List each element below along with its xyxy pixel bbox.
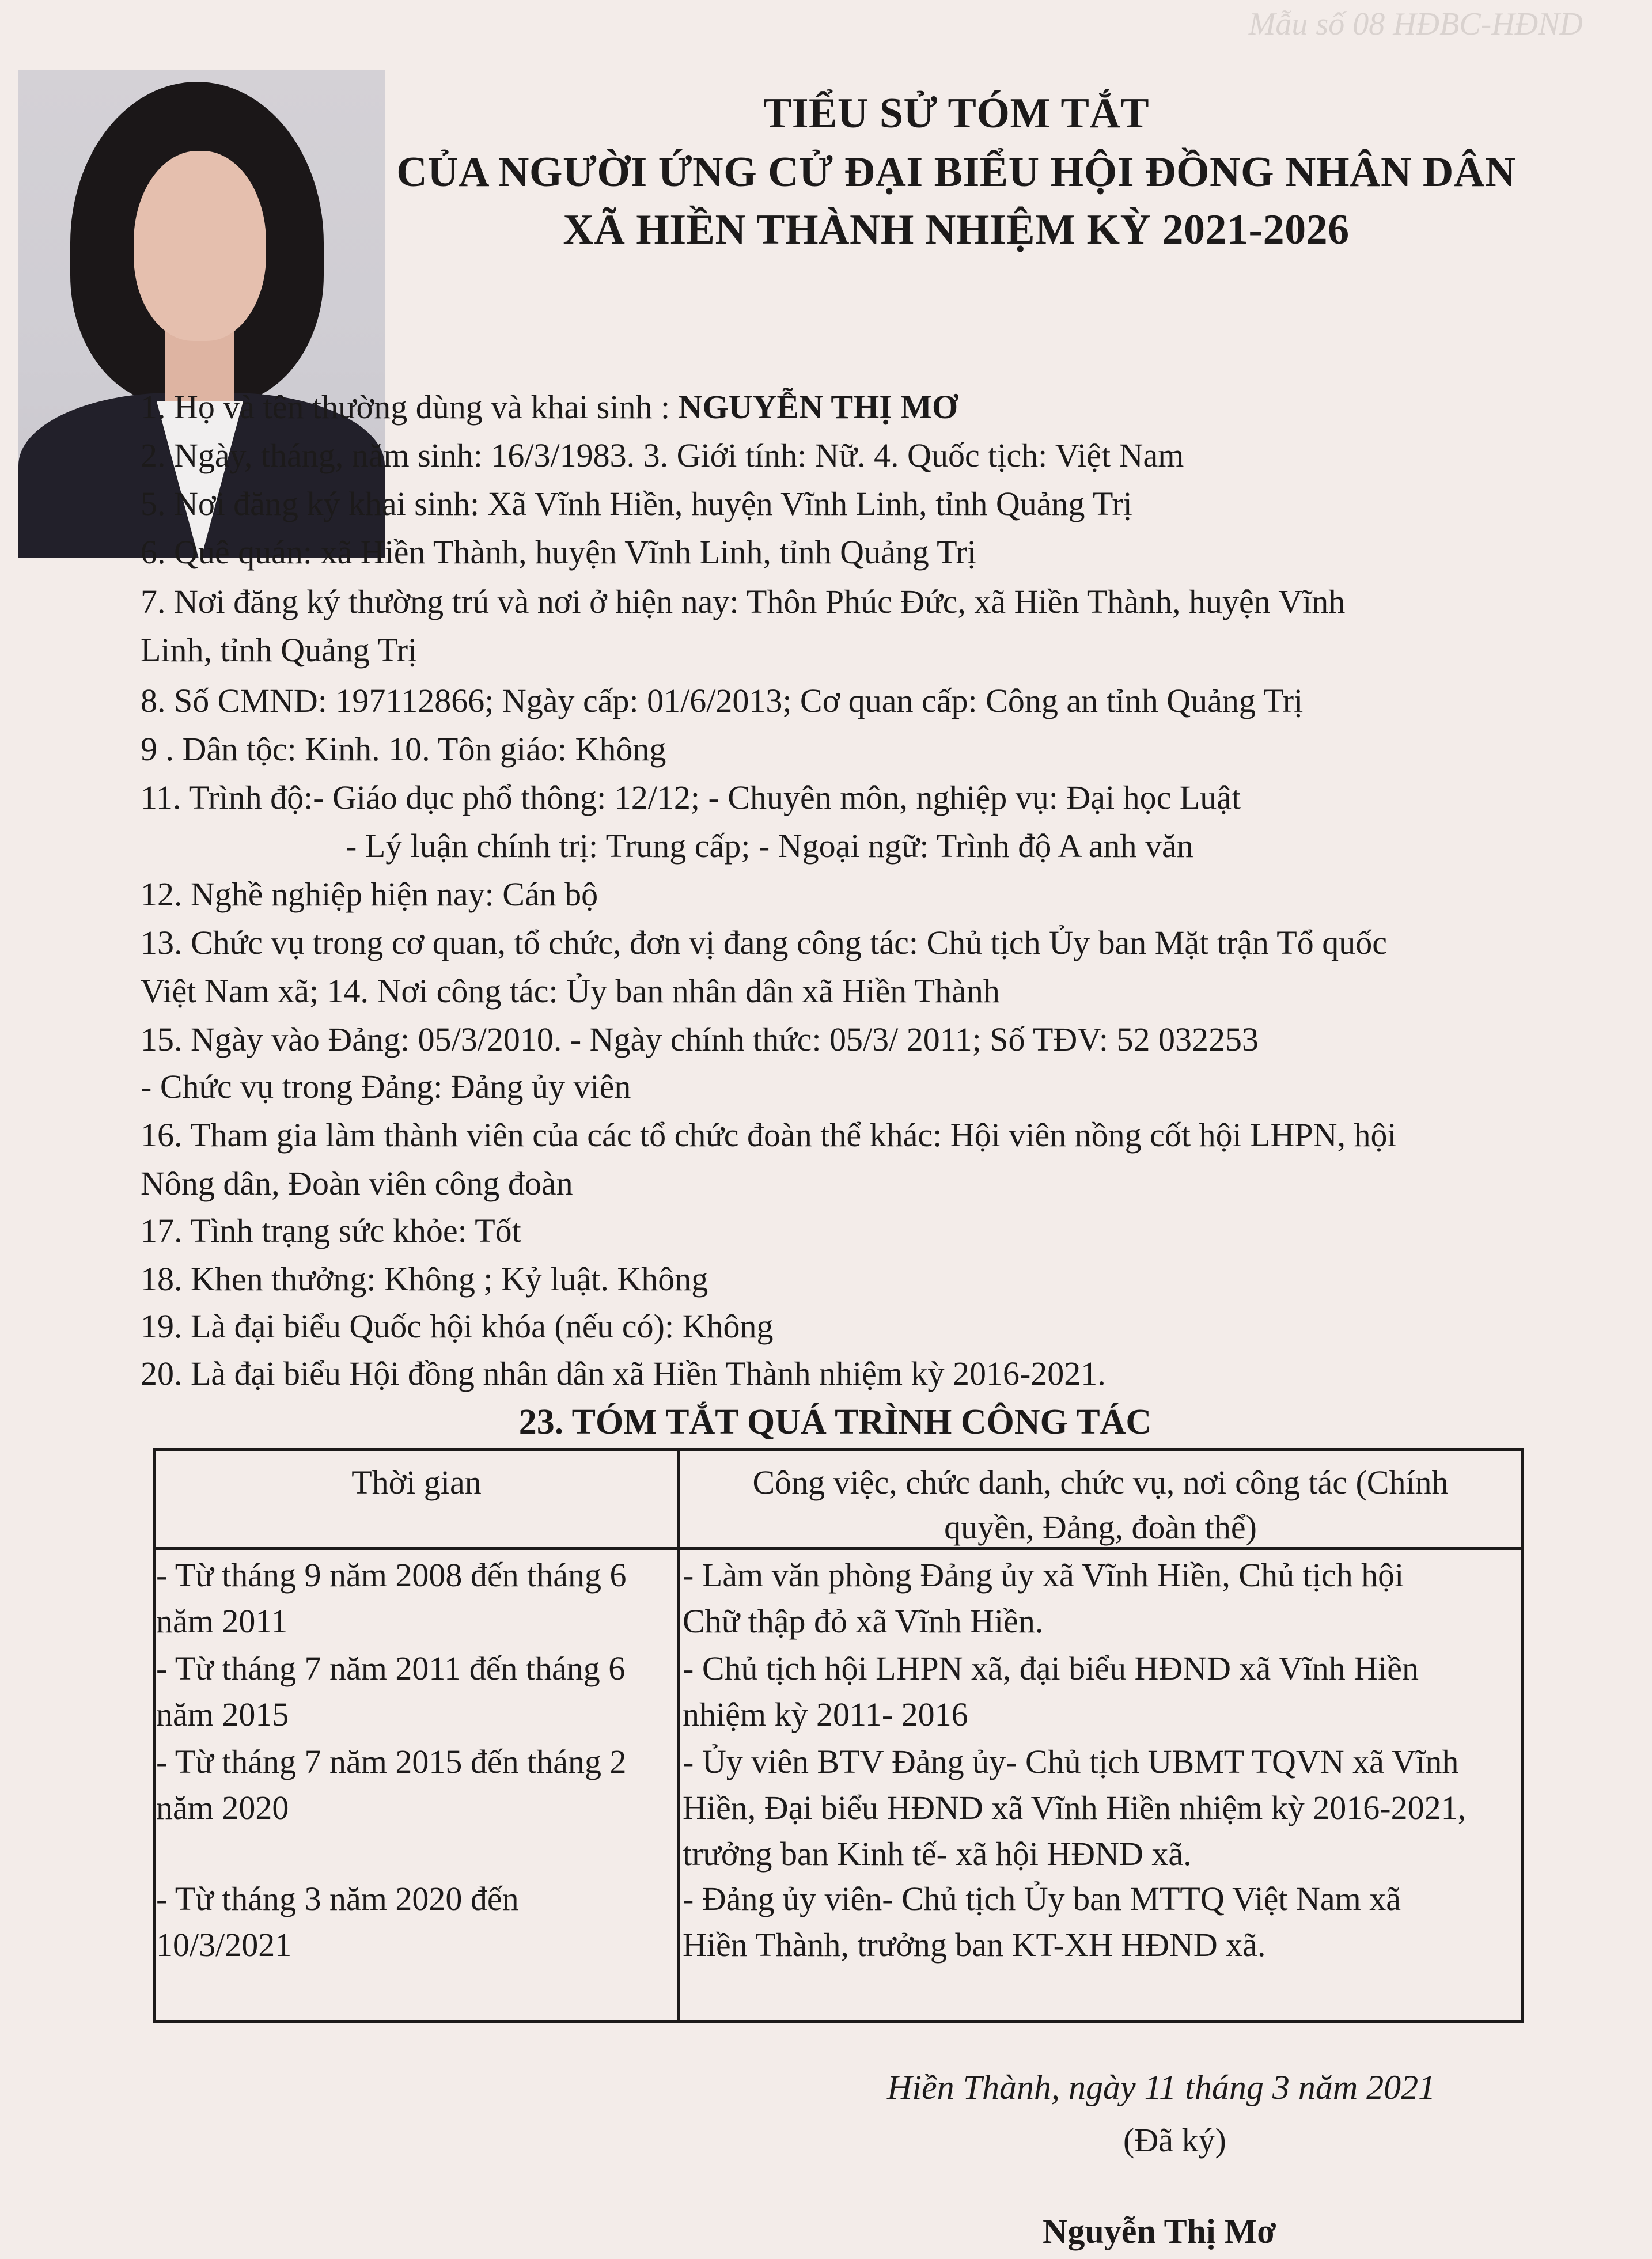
field-7-line-1: 7. Nơi đăng ký thường trú và nơi ở hiện nay: Thôn Phúc Đức, xã Hiền Thành, huyện Vĩnh: [141, 583, 1346, 620]
field-9: 9 . Dân tộc: Kinh. 10. Tôn giáo: Không: [141, 730, 666, 768]
field-12: 12. Nghề nghiệp hiện nay: Cán bộ: [141, 875, 598, 913]
field-1-label: 1. Họ và tên thường dùng và khai sinh :: [141, 388, 679, 426]
field-19: 19. Là đại biểu Quốc hội khóa (nếu có): Không: [141, 1307, 774, 1345]
field-1: [141, 388, 958, 426]
place-and-date: Hiền Thành, ngày 11 tháng 3 năm 2021: [887, 2068, 1436, 2106]
photo-face: [134, 151, 266, 341]
table-row-2-work: - Chủ tịch hội LHPN xã, đại biểu HĐND xã Vĩnh Hiền nhiệm kỳ 2011- 2016: [683, 1650, 1419, 1733]
field-15-line-2: - Chức vụ trong Đảng: Đảng ủy viên: [141, 1068, 631, 1105]
table-row-4-work: - Đảng ủy viên- Chủ tịch Ủy ban MTTQ Việt Nam xã Hiền Thành, trưởng ban KT-XH HĐND xã.: [683, 1880, 1401, 1964]
work-history-table: [153, 1448, 1524, 2023]
table-row-3-time: - Từ tháng 7 năm 2015 đến tháng 2 năm 2020: [156, 1743, 627, 1826]
field-18: 18. Khen thưởng: Không ; Kỷ luật. Không: [141, 1260, 708, 1298]
table-row-1-work: - Làm văn phòng Đảng ủy xã Vĩnh Hiền, Chủ tịch hội Chữ thập đỏ xã Vĩnh Hiền.: [683, 1556, 1404, 1640]
field-13-line-2: Việt Nam xã; 14. Nơi công tác: Ủy ban nhân dân xã Hiền Thành: [141, 972, 1000, 1010]
title-line-3: XÃ HIỀN THÀNH NHIỆM KỲ 2021-2026: [563, 206, 1350, 253]
field-20: 20. Là đại biểu Hội đồng nhân dân xã Hiền Thành nhiệm kỳ 2016-2021.: [141, 1355, 1106, 1392]
field-11-line-2: - Lý luận chính trị: Trung cấp; - Ngoại ngữ: Trình độ A anh văn: [346, 827, 1193, 865]
field-15-line-1: 15. Ngày vào Đảng: 05/3/2010. - Ngày chính thức: 05/3/ 2011; Số TĐV: 52 032253: [141, 1021, 1259, 1058]
signer-name: Nguyễn Thị Mơ: [1043, 2212, 1276, 2250]
field-2: 2. Ngày, tháng, năm sinh: 16/3/1983. 3. Giới tính: Nữ. 4. Quốc tịch: Việt Nam: [141, 437, 1184, 474]
field-6: 6. Quê quán: xã Hiền Thành, huyện Vĩnh Linh, tỉnh Quảng Trị: [141, 533, 976, 571]
title-line-1: TIỂU SỬ TÓM TẮT: [763, 90, 1150, 137]
title-line-2: CỦA NGƯỜI ỨNG CỬ ĐẠI BIỂU HỘI ĐỒNG NHÂN DÂN: [396, 149, 1516, 196]
field-16-line-2: Nông dân, Đoàn viên công đoàn: [141, 1165, 573, 1202]
work-history-title: 23. TÓM TẮT QUÁ TRÌNH CÔNG TÁC: [518, 1403, 1152, 1442]
table-row-4-time: - Từ tháng 3 năm 2020 đến 10/3/2021: [156, 1880, 519, 1964]
column-header-time: Thời gian: [351, 1464, 482, 1501]
field-11-line-1: 11. Trình độ:- Giáo dục phổ thông: 12/12; - Chuyên môn, nghiệp vụ: Đại học Luật: [141, 779, 1241, 816]
field-7-line-2: Linh, tỉnh Quảng Trị: [141, 631, 418, 669]
signed-note: (Đã ký): [1123, 2121, 1226, 2159]
table-row-3-work: - Ủy viên BTV Đảng ủy- Chủ tịch UBMT TQVN xã Vĩnh Hiền, Đại biểu HĐND xã Vĩnh Hiền nhiệm kỳ 2016-2021, trưởng ban Kinh tế- xã hội HĐND xã.: [683, 1743, 1467, 1873]
field-8: 8. Số CMND: 197112866; Ngày cấp: 01/6/2013; Cơ quan cấp: Công an tỉnh Quảng Trị: [141, 682, 1304, 719]
field-1-name: NGUYỄN THỊ MƠ: [678, 388, 958, 426]
column-header-work: Công việc, chức danh, chức vụ, nơi công tác (Chính quyền, Đảng, đoàn thể): [752, 1464, 1449, 1546]
table-row-2-time: - Từ tháng 7 năm 2011 đến tháng 6 năm 2015: [156, 1650, 626, 1733]
field-13-line-1: 13. Chức vụ trong cơ quan, tổ chức, đơn vị đang công tác: Chủ tịch Ủy ban Mặt trận Tổ quốc: [141, 924, 1387, 961]
form-code: Mẫu số 08 HĐBC-HĐND: [1248, 6, 1583, 42]
field-17: 17. Tình trạng sức khỏe: Tốt: [141, 1212, 521, 1249]
field-16-line-1: 16. Tham gia làm thành viên của các tổ chức đoàn thể khác: Hội viên nồng cốt hội LHPN, hội: [141, 1116, 1397, 1154]
field-5: 5. Nơi đăng ký khai sinh: Xã Vĩnh Hiền, huyện Vĩnh Linh, tỉnh Quảng Trị: [141, 485, 1132, 522]
table-row-1-time: - Từ tháng 9 năm 2008 đến tháng 6 năm 2011: [156, 1556, 627, 1640]
